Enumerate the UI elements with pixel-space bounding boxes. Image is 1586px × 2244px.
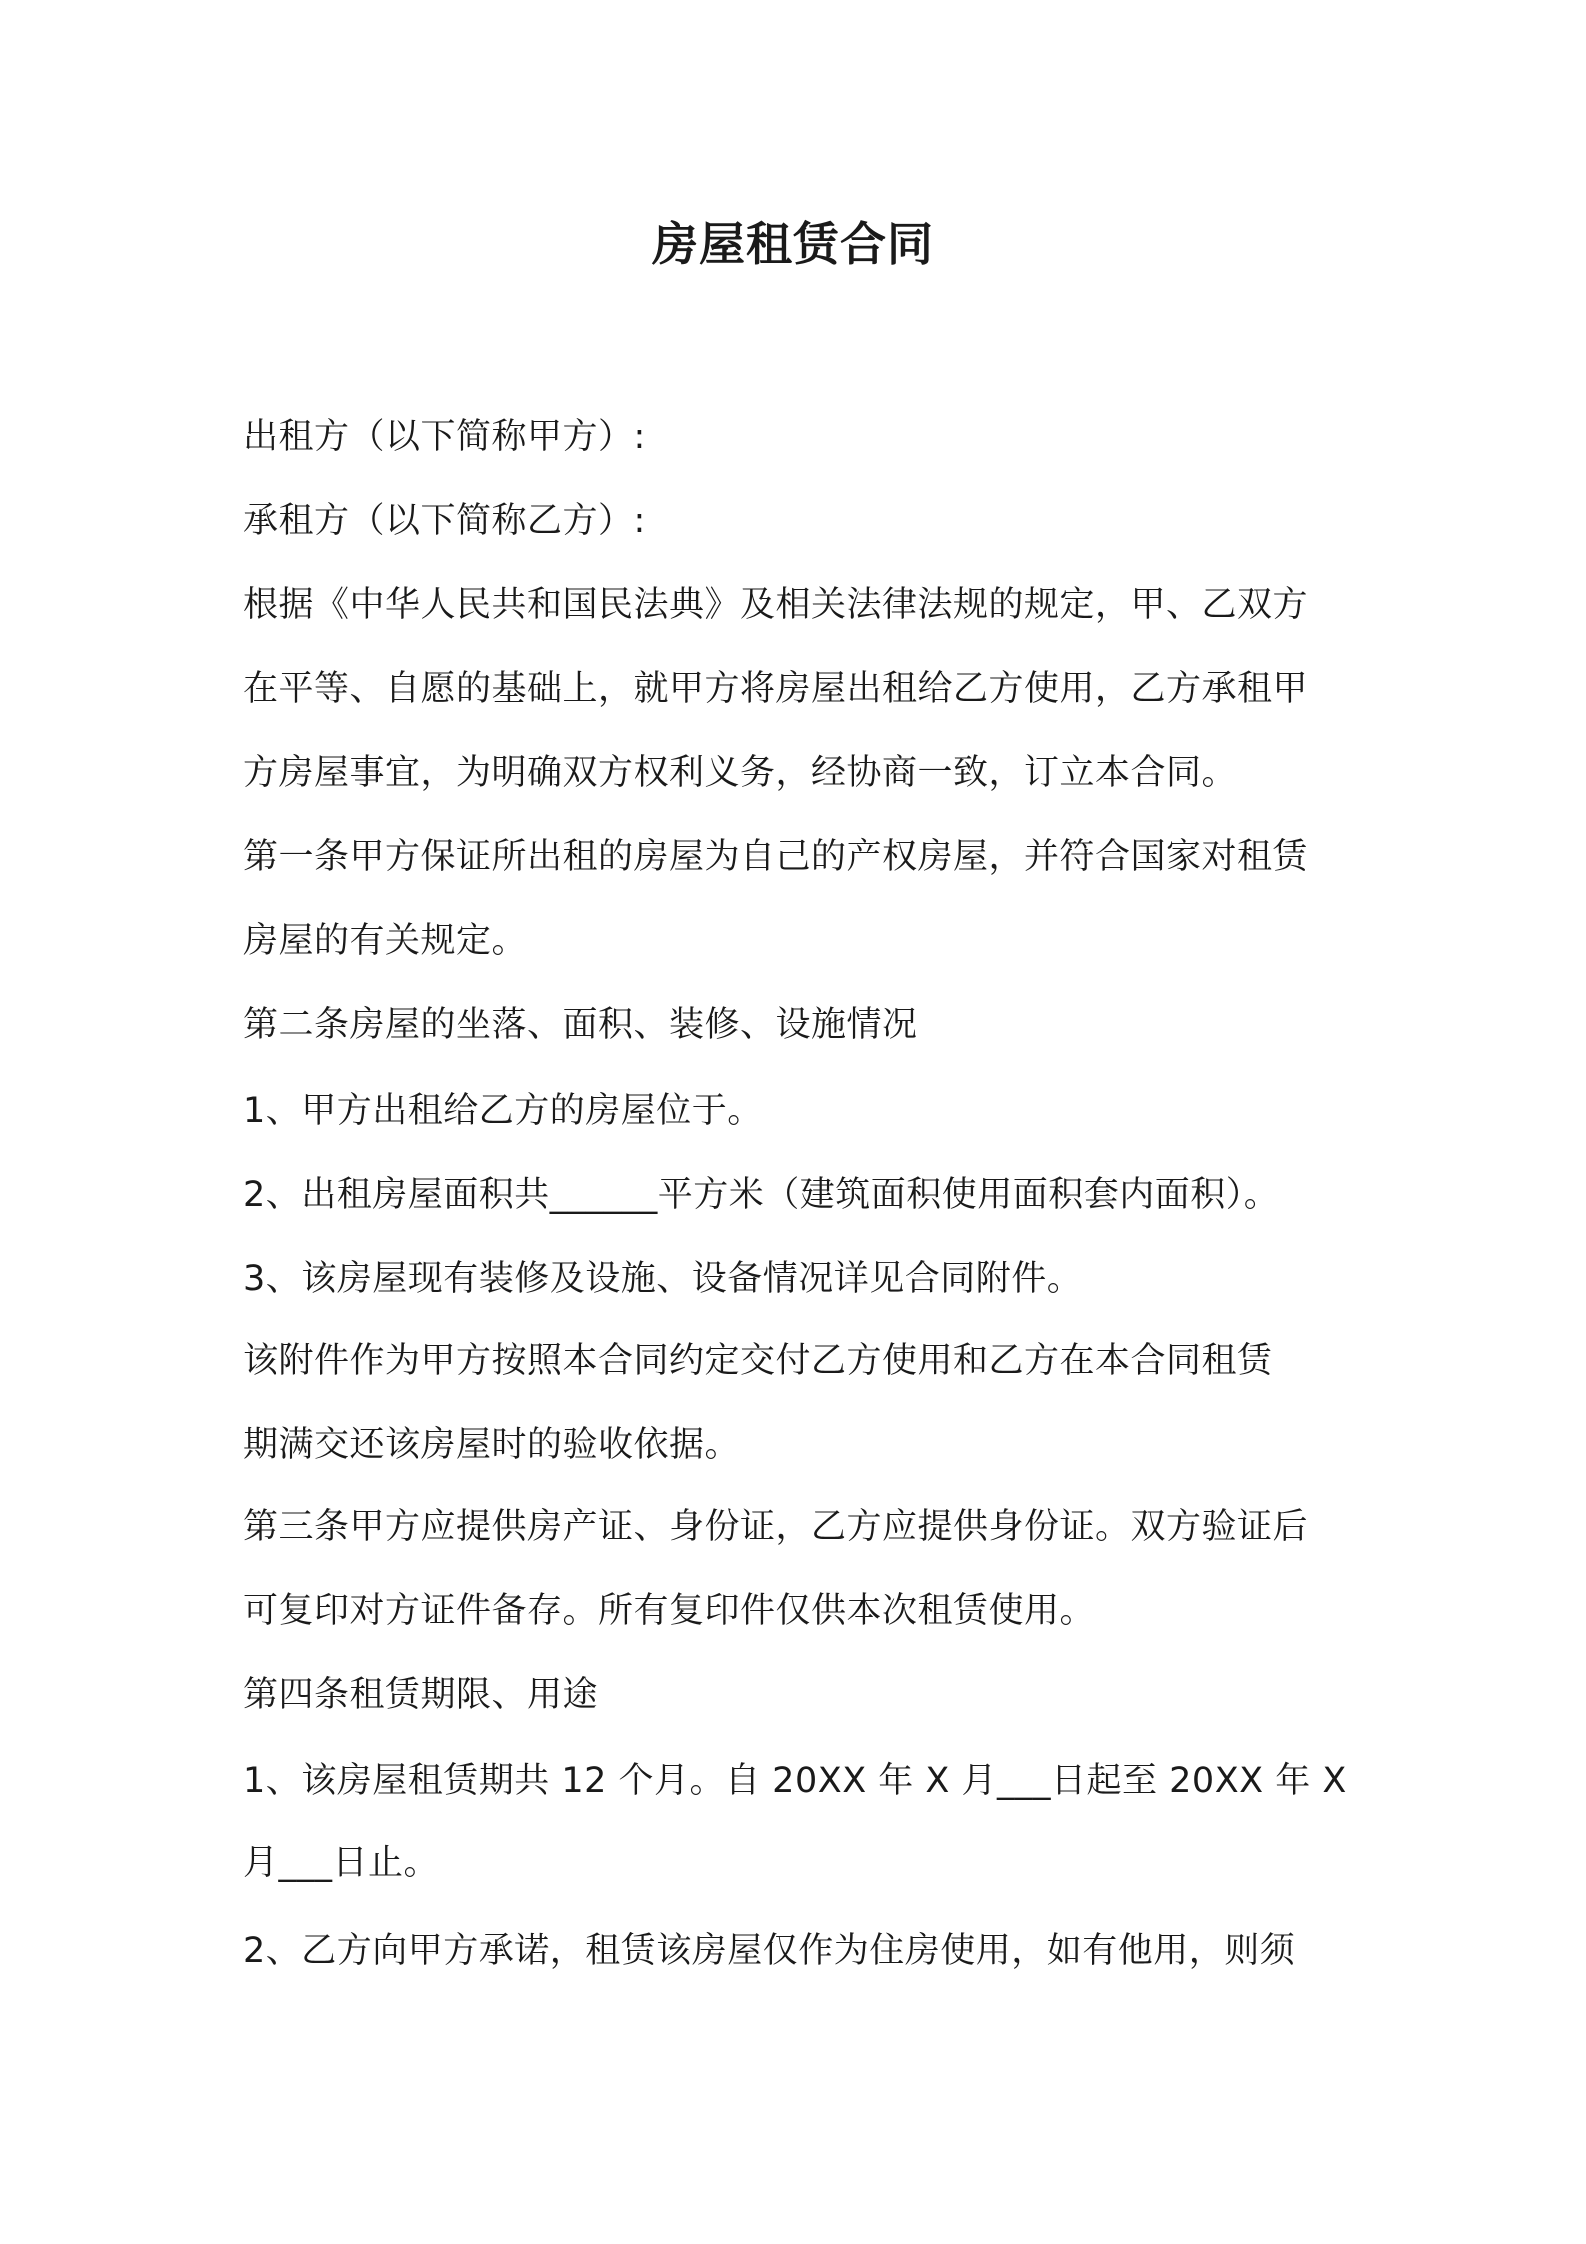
preamble-line-2: 在平等、自愿的基础上，就甲方将房屋出租给乙方使用，乙方承租甲 xyxy=(243,669,1309,709)
article-1-line-1: 第一条甲方保证所出租的房屋为自己的产权房屋，并符合国家对租赁 xyxy=(243,837,1309,877)
article-4-heading: 第四条租赁期限、用途 xyxy=(243,1675,599,1715)
article-4-item-1-line-2: 月___日止。 xyxy=(243,1843,440,1883)
preamble-line-1: 根据《中华人民共和国民法典》及相关法律法规的规定，甲、乙双方 xyxy=(243,585,1309,625)
article-3-line-1: 第三条甲方应提供房产证、身份证，乙方应提供身份证。双方验证后 xyxy=(243,1507,1309,1547)
article-4-item-2-line-1: 2、乙方向甲方承诺，租赁该房屋仅作为住房使用，如有他用，则须 xyxy=(243,1931,1296,1971)
lessor-line: 出租方（以下简称甲方）: xyxy=(243,417,646,457)
article-3-line-2: 可复印对方证件备存。所有复印件仅供本次租赁使用。 xyxy=(243,1591,1096,1631)
attachment-note-line-2: 期满交还该房屋时的验收依据。 xyxy=(243,1425,741,1465)
lessee-line: 承租方（以下简称乙方）: xyxy=(243,501,646,541)
article-2-item-1: 1、甲方出租给乙方的房屋位于。 xyxy=(243,1091,763,1131)
article-2-heading: 第二条房屋的坐落、面积、装修、设施情况 xyxy=(243,1005,918,1045)
article-1-line-2: 房屋的有关规定。 xyxy=(243,921,528,961)
attachment-note-line-1: 该附件作为甲方按照本合同约定交付乙方使用和乙方在本合同租赁 xyxy=(243,1341,1273,1381)
document-title: 房屋租赁合同 xyxy=(652,217,934,271)
article-2-item-2: 2、出租房屋面积共______平方米（建筑面积使用面积套内面积）。 xyxy=(243,1175,1280,1215)
article-2-item-3: 3、该房屋现有装修及设施、设备情况详见合同附件。 xyxy=(243,1259,1083,1299)
preamble-line-3: 方房屋事宜，为明确双方权利义务，经协商一致，订立本合同。 xyxy=(243,753,1238,793)
article-4-item-1-line-1: 1、该房屋租赁期共 12 个月。自 20XX 年 X 月___日起至 20XX 年 X xyxy=(243,1761,1347,1801)
